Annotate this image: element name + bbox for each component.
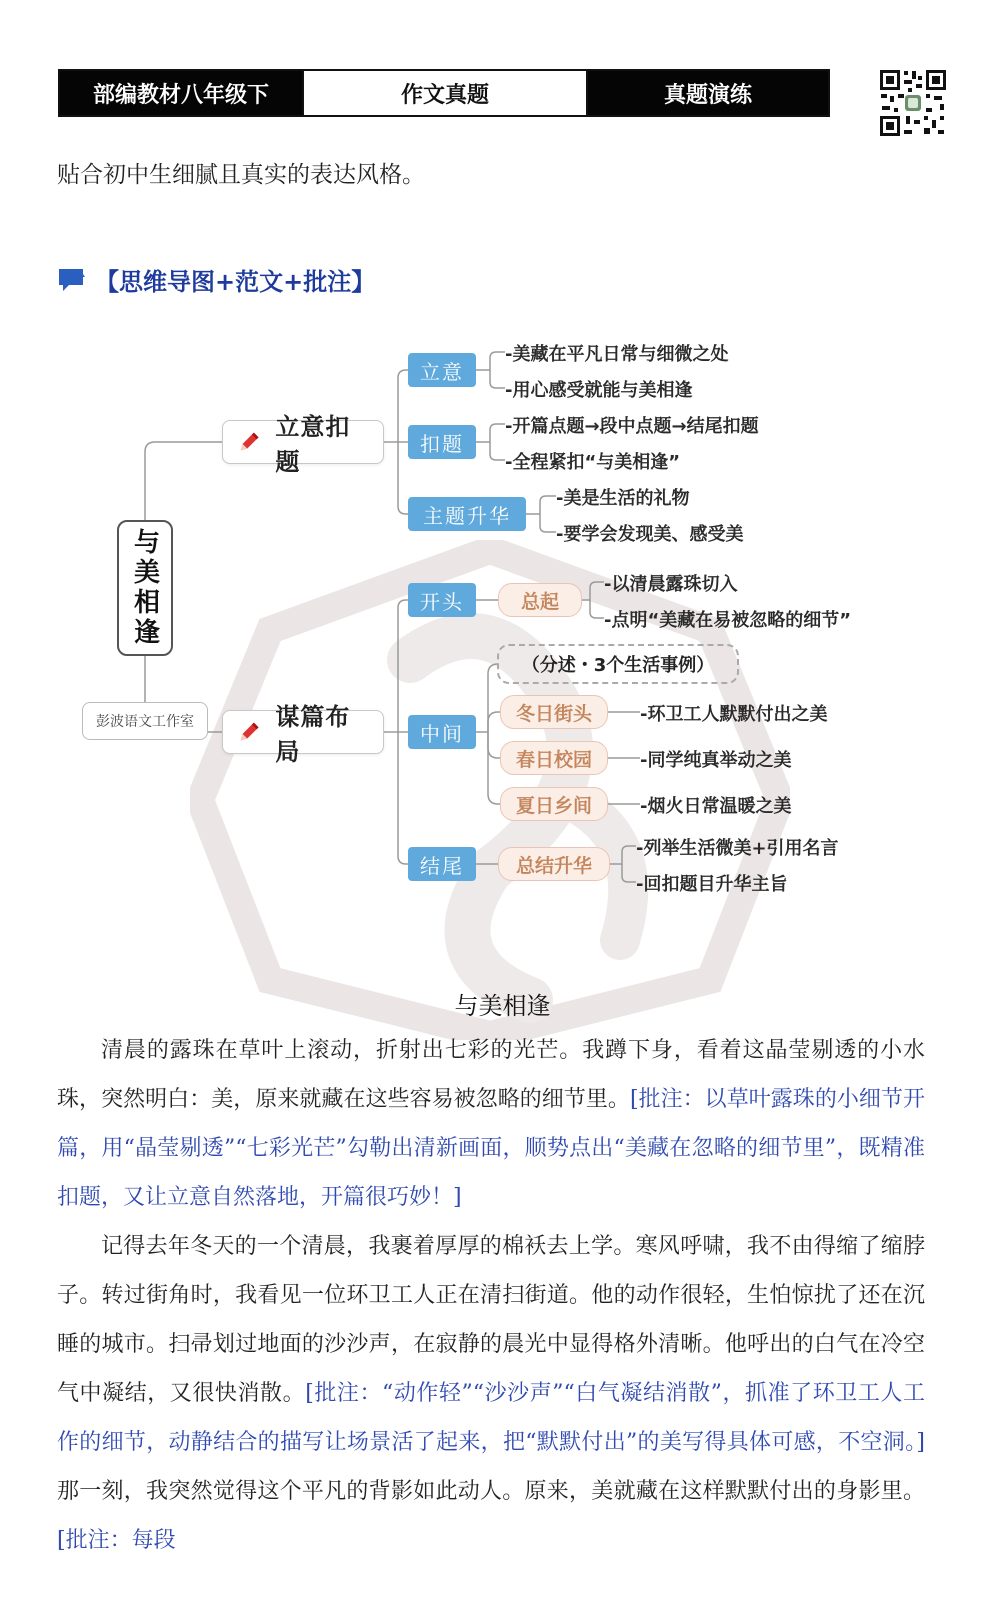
leaf-item: -要学会发现美、感受美 <box>556 524 744 545</box>
article-body <box>57 1026 925 1565</box>
annotation: [批注：以草叶露珠的小细节开篇，用“晶莹剔透”“七彩光芒”勾勒出清新画面，顺势点出“美藏在忽略的细节里”，既精准扣题，又让立意自然落地，开篇很巧妙！] <box>57 1087 925 1210</box>
node-title-link: 扣题 <box>408 425 476 459</box>
leaf-item: -同学纯真举动之美 <box>640 750 792 771</box>
node-summary: 总结升华 <box>498 847 610 881</box>
mind-map-root: 与美相逢 <box>117 520 173 656</box>
section-heading-label: 【思维导图+范文+批注】 <box>95 268 376 296</box>
branch-theme: 立意扣题 <box>222 420 384 464</box>
pencil-icon <box>237 429 261 455</box>
article-paragraph: 清晨的露珠在草叶上滚动，折射出七彩的光芒。我蹲下身，看着这晶莹剔透的小水珠，突然明白：美，原来就藏在这些容易被忽略的细节里。[批注：以草叶露珠的小细节开篇，用“晶莹剔透”“七彩光芒”勾勒出清新画面，顺势点出“美藏在忽略的细节里”，既精准扣题，又让立意自然落地，开篇很巧妙！] <box>57 1038 925 1210</box>
section-heading <box>57 262 375 297</box>
pencil-icon <box>237 719 261 745</box>
branch-structure: 谋篇布局 <box>222 710 384 754</box>
header-topic-label: 作文真题 <box>302 71 588 115</box>
node-theme-elevation: 主题升华 <box>408 497 526 531</box>
middle-note: （分述・3个生活事例） <box>497 644 739 684</box>
node-middle: 中间 <box>408 715 476 749</box>
leaf-item: -美藏在平凡日常与细微之处 <box>505 344 729 365</box>
header-bar <box>58 69 830 117</box>
leaf-item: -烟火日常温暖之美 <box>640 796 792 817</box>
article-paragraph: 记得去年冬天的一个清晨，我裹着厚厚的棉袄去上学。寒风呼啸，我不由得缩了缩脖子。转过街角时，我看见一位环卫工人正在清扫街道。他的动作很轻，生怕惊扰了还在沉睡的城市。扫帚划过地面的沙沙声，在寂静的晨光中显得格外清晰。他呼出的白气在冷空气中凝结，又很快消散。[批注：“动作轻”“沙沙声”“白气凝结消散”，抓准了环卫工人工作的细节，动静结合的描写让场景活了起来，把“默默付出”的美写得具体可感，不空洞。]那一刻，我突然觉得这个平凡的背影如此动人。原来，美就藏在这样默默付出的身影里。[批注：每段 <box>57 1234 925 1553</box>
annotation: [批注：“动作轻”“沙沙声”“白气凝结消散”，抓准了环卫工人工作的细节，动静结合的描写让场景活了起来，把“默默付出”的美写得具体可感，不空洞。] <box>57 1381 925 1455</box>
node-overview: 总起 <box>498 583 582 617</box>
leaf-item: -以清晨露珠切入 <box>604 574 738 595</box>
leaf-item: -用心感受就能与美相逢 <box>505 380 693 401</box>
leaf-item: -列举生活微美+引用名言 <box>636 838 839 859</box>
leaf-item: -全程紧扣“与美相逢” <box>505 452 681 473</box>
node-intent: 立意 <box>408 353 476 387</box>
article-title: 与美相逢 <box>454 992 551 1020</box>
intro-text: 贴合初中生细腻且真实的表达风格。 <box>57 162 425 188</box>
node-winter-street: 冬日街头 <box>500 695 608 729</box>
header-grade-label: 部编教材八年级下 <box>60 71 302 115</box>
node-spring-campus: 春日校园 <box>500 741 608 775</box>
node-summer-village: 夏日乡间 <box>500 787 608 821</box>
node-opening: 开头 <box>408 583 476 617</box>
leaf-item: -开篇点题→段中点题→结尾扣题 <box>505 416 759 437</box>
leaf-item: -回扣题目升华主旨 <box>636 874 788 895</box>
leaf-item: -点明“美藏在易被忽略的细节” <box>604 610 852 631</box>
flag-icon <box>57 267 87 293</box>
leaf-item: -美是生活的礼物 <box>556 488 690 509</box>
header-practice-label: 真题演练 <box>588 71 828 115</box>
node-ending: 结尾 <box>408 847 476 881</box>
qr-code-icon <box>878 68 948 138</box>
annotation: [批注：每段 <box>57 1528 176 1553</box>
leaf-item: -环卫工人默默付出之美 <box>640 704 828 725</box>
studio-label: 彭波语文工作室 <box>82 702 208 740</box>
mind-map <box>0 330 1005 930</box>
